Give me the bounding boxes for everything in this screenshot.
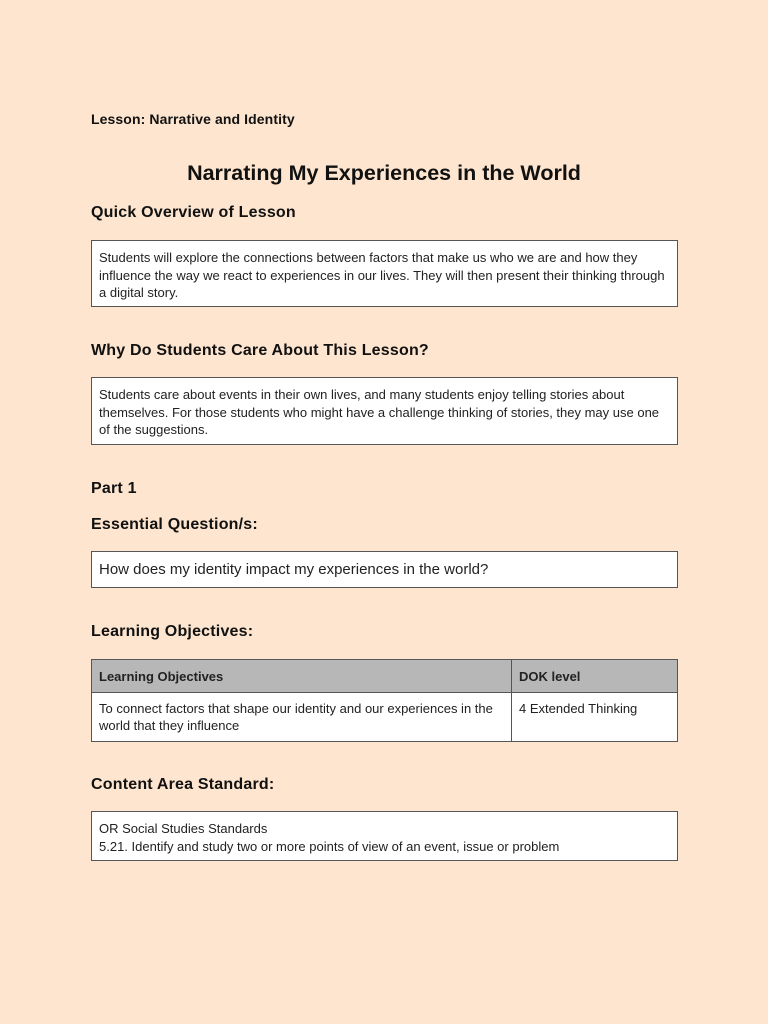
content-standard-box (91, 811, 678, 861)
essential-question-heading: Essential Question/s: (91, 516, 258, 533)
why-care-heading: Why Do Students Care About This Lesson? (91, 342, 429, 359)
essential-question-box (91, 551, 678, 588)
overview-heading: Quick Overview of Lesson (91, 204, 296, 221)
content-standard-heading: Content Area Standard: (91, 776, 275, 793)
column-header-dok: DOK level (512, 660, 678, 693)
standard-item: 5.21. Identify and study two or more points of view of an event, issue or problem (99, 838, 560, 854)
table-row (92, 693, 678, 742)
why-care-box (91, 377, 678, 445)
essential-question-text: How does my identity impact my experiences in the world? (99, 561, 489, 578)
table-header-row (92, 660, 678, 693)
objective-cell: To connect factors that shape our identity and our experiences in the world that they influence (92, 693, 512, 742)
standard-source: OR Social Studies Standards (99, 821, 268, 836)
overview-text: Students will explore the connections between factors that make us who we are and how they influence the way we react to experiences in our lives. They will then present their thinking through a digital story. (99, 250, 665, 300)
learning-objectives-table (91, 659, 678, 742)
dok-cell: 4 Extended Thinking (512, 693, 678, 742)
column-header-objectives: Learning Objectives (92, 660, 512, 693)
learning-objectives-heading: Learning Objectives: (91, 623, 254, 640)
part-label: Part 1 (91, 480, 137, 497)
overview-box (91, 240, 678, 307)
why-care-text: Students care about events in their own lives, and many students enjoy telling stories about themselves. For those students who might have a challenge thinking of stories, they may use one of the suggestions. (99, 387, 660, 437)
lesson-label: Lesson: Narrative and Identity (91, 111, 295, 127)
page-title: Narrating My Experiences in the World (187, 161, 581, 185)
